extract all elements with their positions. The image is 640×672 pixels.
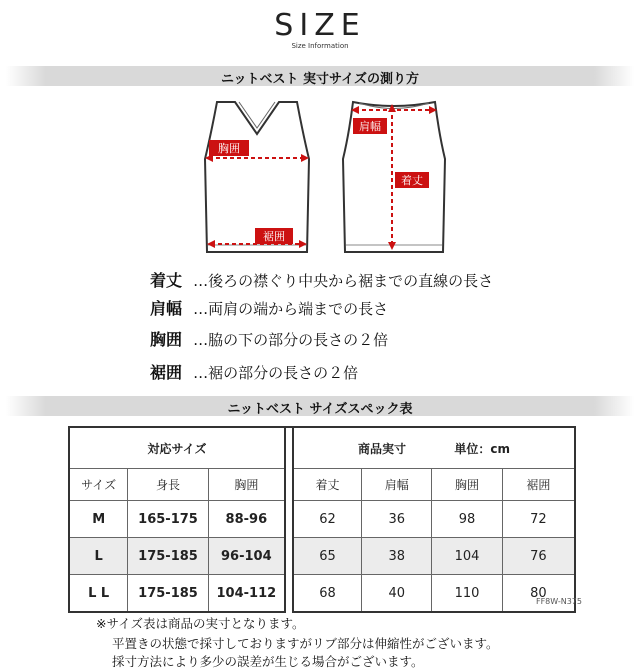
cell-length: 68 xyxy=(293,575,362,613)
cell-chest: 110 xyxy=(432,575,502,613)
vest-front-diagram xyxy=(195,94,320,259)
length-label: 着丈 xyxy=(401,174,423,187)
cell-fit-chest: 96-104 xyxy=(208,538,285,575)
definition-text: …裾の部分の長さの２倍 xyxy=(193,364,359,382)
cell-length: 62 xyxy=(293,501,362,538)
unit-label: 単位：cm xyxy=(454,441,510,456)
cell-hem: 72 xyxy=(502,501,575,538)
definition-hem xyxy=(150,360,358,383)
definition-chest xyxy=(150,327,388,350)
group-right-header xyxy=(293,427,575,469)
cell-shoulder: 36 xyxy=(362,501,432,538)
col-fit-chest: 胸囲 xyxy=(208,469,285,501)
definition-term: 肩幅 xyxy=(150,299,183,318)
measure-section-heading: ニットベスト 実寸サイズの測り方 xyxy=(221,72,419,87)
definition-length xyxy=(150,268,493,291)
col-chest: 胸囲 xyxy=(432,469,502,501)
cell-size: L L xyxy=(69,575,128,613)
note-line: ※サイズ表は商品の実寸となります。 xyxy=(96,616,305,631)
cell-shoulder: 38 xyxy=(362,538,432,575)
col-shoulder: 肩幅 xyxy=(362,469,432,501)
chest-label: 胸囲 xyxy=(218,142,240,155)
note-line: 平置きの状態で採寸しておりますがリブ部分は伸縮性がございます。 xyxy=(112,636,499,651)
product-code: FF8W-N375 xyxy=(535,597,582,606)
page-subtitle: Size Information xyxy=(291,42,349,50)
cell-height: 165-175 xyxy=(128,501,208,538)
vest-back-diagram xyxy=(335,94,453,259)
table-row xyxy=(69,501,575,538)
col-height: 身長 xyxy=(128,469,208,501)
spec-section-band xyxy=(6,396,634,416)
definition-term: 着丈 xyxy=(150,271,183,290)
cell-shoulder: 40 xyxy=(362,575,432,613)
cell-chest: 104 xyxy=(432,538,502,575)
hem-label: 裾囲 xyxy=(263,230,285,243)
group-left-header: 対応サイズ xyxy=(69,427,285,469)
table-group-header xyxy=(69,427,575,469)
cell-height: 175-185 xyxy=(128,538,208,575)
cell-hem: 76 xyxy=(502,538,575,575)
table-row xyxy=(69,538,575,575)
size-spec-table xyxy=(68,426,576,613)
cell-height: 175-185 xyxy=(128,575,208,613)
definition-text: …脇の下の部分の長さの２倍 xyxy=(193,331,389,349)
table-column-header xyxy=(69,469,575,501)
col-length: 着丈 xyxy=(293,469,362,501)
col-hem: 裾囲 xyxy=(502,469,575,501)
definition-shoulder xyxy=(150,296,388,319)
cell-chest: 98 xyxy=(432,501,502,538)
definition-term: 胸囲 xyxy=(150,330,183,349)
definition-text: …後ろの襟ぐり中央から裾までの直線の長さ xyxy=(193,272,494,290)
definition-text: …両肩の端から端までの長さ xyxy=(193,300,389,318)
table-row xyxy=(69,575,575,613)
cell-length: 65 xyxy=(293,538,362,575)
col-size: サイズ xyxy=(69,469,128,501)
measure-section-band xyxy=(6,66,634,86)
spec-section-heading: ニットベスト サイズスペック表 xyxy=(227,402,413,417)
cell-size: L xyxy=(69,538,128,575)
cell-fit-chest: 104-112 xyxy=(208,575,285,613)
shoulder-label: 肩幅 xyxy=(359,120,381,133)
definition-term: 裾囲 xyxy=(150,363,183,382)
cell-size: M xyxy=(69,501,128,538)
cell-fit-chest: 88-96 xyxy=(208,501,285,538)
cell-hem: 80 xyxy=(502,575,575,613)
note-line: 採寸方法により多少の誤差が生じる場合がございます。 xyxy=(112,654,424,669)
page-title: SIZE xyxy=(274,8,366,43)
group-right-label: 商品実寸 xyxy=(357,441,406,456)
